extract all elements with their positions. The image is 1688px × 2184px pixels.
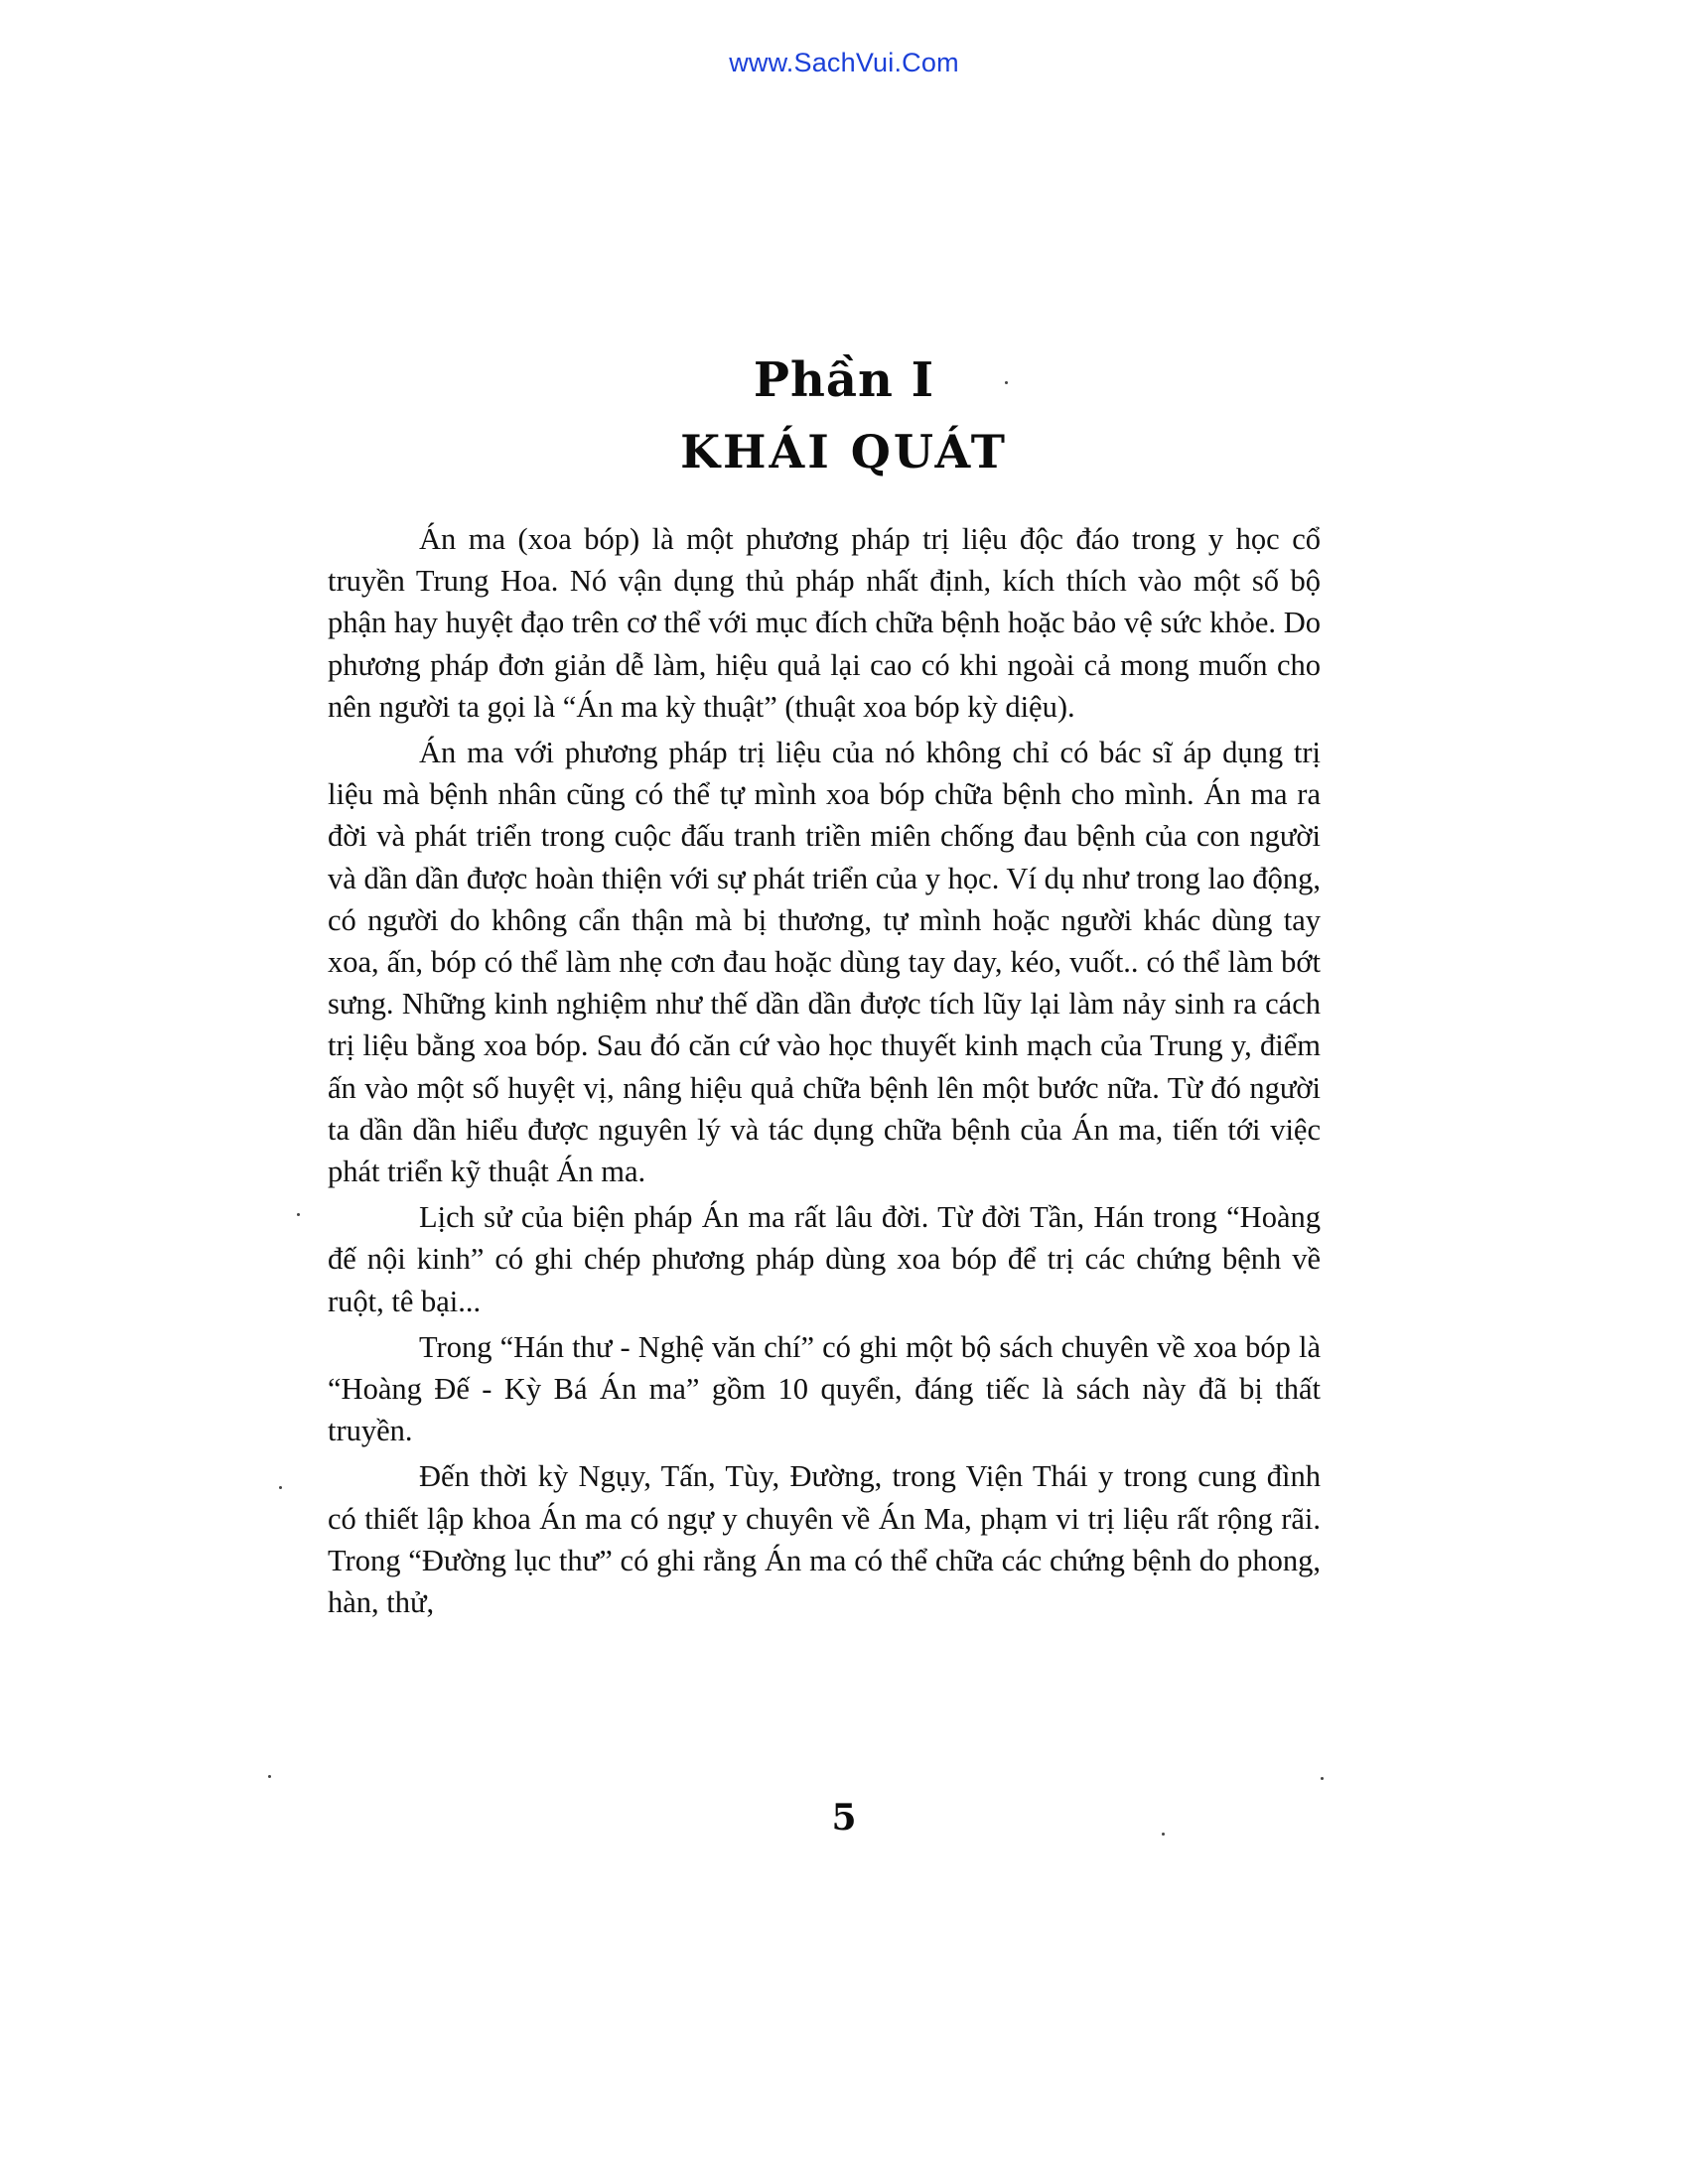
paragraph: Trong “Hán thư - Nghệ văn chí” có ghi một bộ sách chuyên về xoa bóp là “Hoàng Đế - Kỳ Bá Án ma” gồm 10 quyển, đáng tiếc là sách này đã bị thất truyền. <box>328 1329 1321 1448</box>
scan-speck <box>268 1775 271 1778</box>
scan-speck <box>1321 1777 1324 1780</box>
scan-speck <box>279 1486 282 1489</box>
page-number: 5 <box>831 1797 857 1839</box>
site-watermark-link[interactable]: www.SachVui.Com <box>729 48 959 77</box>
paragraph: Án ma (xoa bóp) là một phương pháp trị liệu độc đáo trong y học cổ truyền Trung Hoa. Nó vận dụng thủ pháp nhất định, kích thích vào một số bộ phận hay huyệt đạo trên cơ thể với mục đích chữa bệnh hoặc bảo vệ sức khỏe. Do phương pháp đơn giản dễ làm, hiệu quả lại cao có khi ngoài cả mong muốn cho nên người ta gọi là “Án ma kỳ thuật” (thuật xoa bóp kỳ diệu). <box>328 522 1321 724</box>
scan-speck <box>297 1213 300 1216</box>
part-title: Phần I <box>753 352 935 408</box>
section-title: KHÁI QUÁT <box>680 425 1008 478</box>
paragraph: Án ma với phương pháp trị liệu của nó không chỉ có bác sĩ áp dụng trị liệu mà bệnh nhân cũng có thể tự mình xoa bóp chữa bệnh cho mình. Án ma ra đời và phát triển trong cuộc đấu tranh triền miên chống đau bệnh của con người và dần dần được hoàn thiện với sự phát triển của y học. Ví dụ như trong lao động, có người do không cẩn thận mà bị thương, tự mình hoặc người khác dùng tay xoa, ấn, bóp có thể làm nhẹ cơn đau hoặc dùng tay day, kéo, vuốt.. có thể làm bớt sưng. Những kinh nghiệm như thế dần dần được tích lũy lại làm nảy sinh ra cách trị liệu bằng xoa bóp. Sau đó căn cứ vào học thuyết kinh mạch của Trung y, điểm ấn vào một số huyệt vị, nâng hiệu quả chữa bệnh lên một bước nữa. Từ đó người ta dần dần hiểu được nguyên lý và tác dụng chữa bệnh của Án ma, tiến tới việc phát triển kỹ thuật Án ma. <box>328 736 1321 1189</box>
scan-speck <box>1005 381 1008 384</box>
body-text <box>328 518 1321 1627</box>
scan-speck <box>1162 1833 1165 1836</box>
paragraph: Lịch sử của biện pháp Án ma rất lâu đời. Từ đời Tần, Hán trong “Hoàng đế nội kinh” có ghi chép phương pháp dùng xoa bóp để trị các chứng bệnh về ruột, tê bại... <box>328 1200 1321 1318</box>
paragraph: Đến thời kỳ Ngụy, Tấn, Tùy, Đường, trong Viện Thái y trong cung đình có thiết lập khoa Án ma có ngự y chuyên về Án Ma, phạm vi trị liệu rất rộng rãi. Trong “Đường lục thư” có ghi rằng Án ma có thể chữa các chứng bệnh do phong, hàn, thử, <box>328 1459 1321 1620</box>
